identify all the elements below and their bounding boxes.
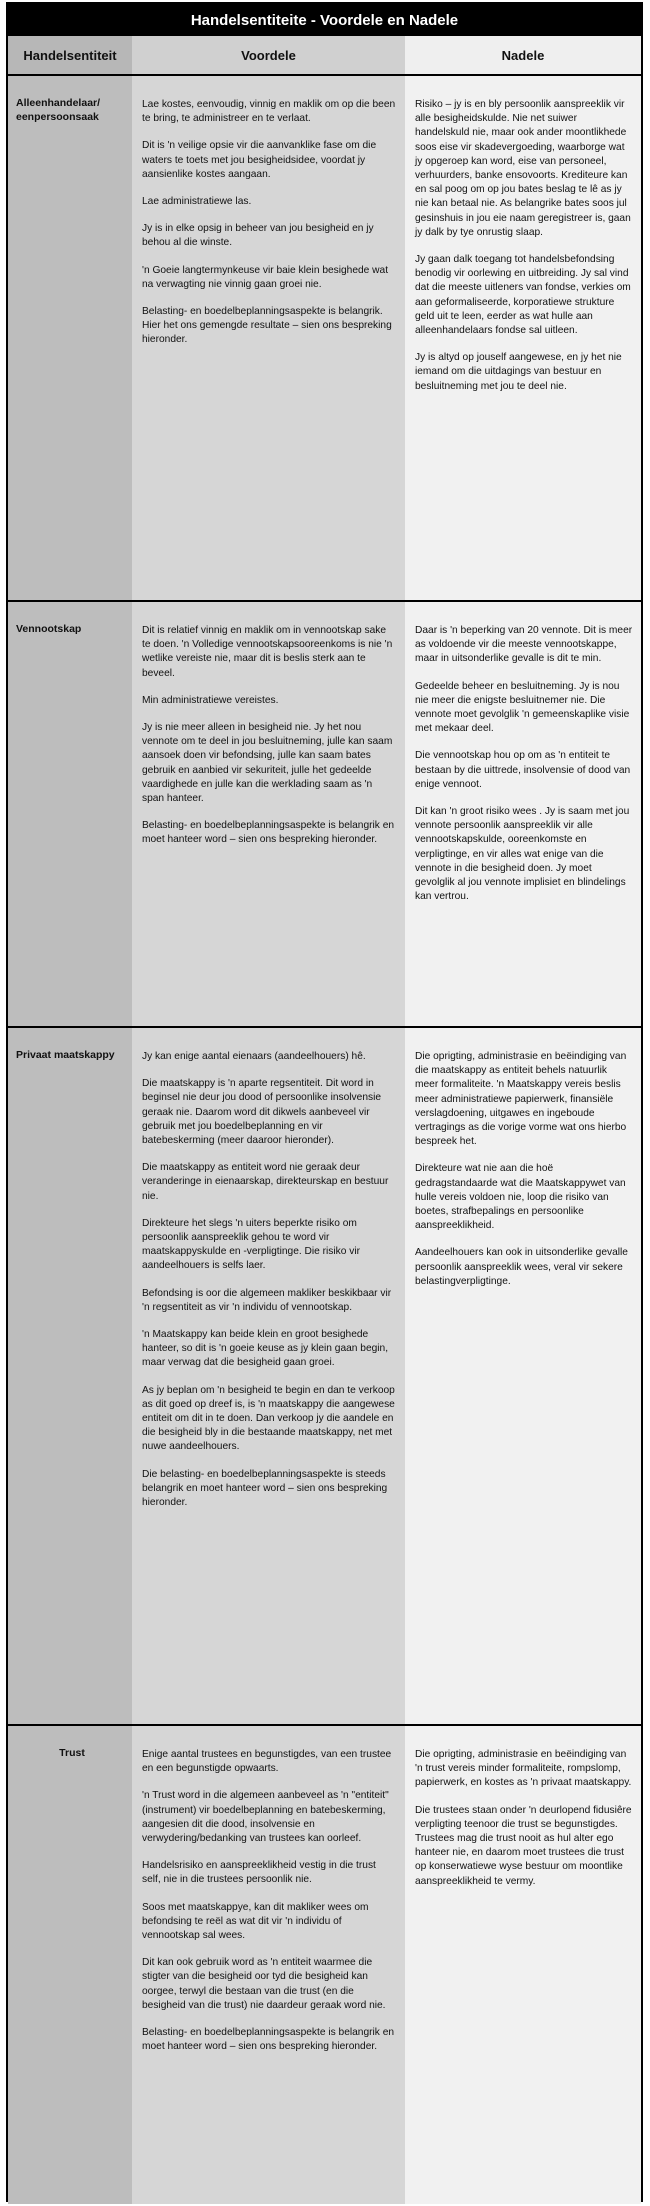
pros-cell <box>132 602 405 1026</box>
cons-cell <box>405 1028 641 1724</box>
pros-item: Soos met maatskappye, kan dit makliker wees om befondsing te reël as wat dit vir 'n individu of vennootskap sal wees. <box>142 1901 369 1942</box>
pros-item: Die maatskappy is 'n aparte regsentiteit. Dit word in beginsel nie deur jou dood of persoonlike insolvensie geraak nie. Daarom word dit dikwels aanbeveel vir gebruik met jou boedelbeplanning en vir batebeskerming (meer daaroor hieronder). <box>142 1078 382 1147</box>
entity-name: Trust <box>8 1726 132 2204</box>
cons-cell <box>405 76 641 600</box>
pros-item: Min administratiewe vereistes. <box>142 694 279 706</box>
pros-item: 'n Maatskappy kan beide klein en groot besighede hanteer, so dit is 'n goeie keuse as jy klein gaan begin, maar verwag dat die besigheid gaan groei. <box>142 1329 389 1369</box>
cons-cell <box>405 1726 641 2204</box>
table-row-private-company <box>8 1028 641 1726</box>
pros-item: Die maatskappy as entiteit word nie geraak deur veranderinge in eienaarskap, direkteurskap en bestuur nie. <box>142 1162 389 1202</box>
header-pros: Voordele <box>132 36 405 74</box>
pros-item: Belasting- en boedelbeplanningsaspekte is belangrik. Hier het ons gemengde resultate – sien ons bespreking hieronder. <box>142 306 392 346</box>
cons-item: Jy gaan dalk toegang tot handelsbefondsing benodig vir oorlewing en uitbreiding. Jy sal vind dat die meeste uitleners van fondse, verkies om aan geformaliseerde, korporatiewe strukture geld uit te leen, eerder as wat hulle aan alleenhandelaars fondse sal uitleen. <box>415 254 631 337</box>
cons-item: Jy is altyd op jouself aangewese, en jy het nie iemand om die uitdagings van bestuur en besluitneming met jou te deel nie. <box>415 352 622 392</box>
pros-item: Dit is 'n veilige opsie vir die aanvanklike fase om die waters te toets met jou besigheidsidee, voordat jy aansienlike kostes aangaan. <box>142 140 377 180</box>
table-title: Handelsentiteite - Voordele en Nadele <box>8 4 641 36</box>
pros-item: Handelsrisiko en aanspreeklikheid vestig in die trust self, nie in die trustees persoonlik nie. <box>142 1860 376 1886</box>
cons-item: Risiko – jy is en bly persoonlik aanspreeklik vir alle besigheidskulde. Nie net suiwer handelskuld nie, maar ook ander moontlikhede soos eise vir skadevergoeding, waarborge wat jy opgeroep kan word, eise van personeel, verhuurders, banke ensovoorts. Krediteure kan en sal poog om op jou bates beslag te lê as jy nie kan betaal nie. As belangrike bates soos jul gesinshuis in jou eie naam geregistreer is, gaan jy dalk by tye onrustig slaap. <box>415 99 631 238</box>
pros-item: Belasting- en boedelbeplanningsaspekte is belangrik en moet hanteer word – sien ons bespreking hieronder. <box>142 820 395 846</box>
cons-item: Dit kan 'n groot risiko wees . Jy is saam met jou vennote persoonlik aanspreeklik vir alle vennootskapskulde, ooreenkomste en verpligtinge, en vir alles wat enige van die vennote in die besigheid doen. Jy moet gevolglik al jou vennote implisiet en blindelings kan vertrou. <box>415 806 630 903</box>
header-cons: Nadele <box>405 36 641 74</box>
cons-item: Die oprigting, administrasie en beëindiging van die maatskappy as entiteit behels natuurlik meer formaliteite. 'n Maatskappy vereis beslis meer administratiewe papierwerk, finansiële verslagdoening, uitgawes en ingeboude vertragings as die vorige vorme wat ons hierbo bespreek het. <box>415 1051 627 1148</box>
pros-item: Enige aantal trustees en begunstigdes, van een trustee en een begunstigde opwaarts. <box>142 1749 392 1775</box>
pros-item: Direkteure het slegs 'n uiters beperkte risiko om persoonlik aanspreeklik gehou te word vir maatskappyskulde en -verpligtinge. Die risiko vir aandeelhouers is selfs laer. <box>142 1217 360 1272</box>
pros-cell <box>132 1028 405 1724</box>
pros-item: Dit is relatief vinnig en maklik om in vennootskap sake te doen. 'n Volledige vennootskapsooreenkoms is nie 'n wetlike vereiste nie, maar dit is beslis sterk aan te beveel. <box>142 625 393 679</box>
pros-item: Jy is nie meer alleen in besigheid nie. Jy het nou vennote om te deel in jou besluitneming, julle kan saam aansoek doen vir befondsing, julle kan saam bates gebruik en aanbied vir sekuriteit, julle het gedeelde vaardighede en julle kan die werklading saam as 'n span hanteer. <box>142 722 393 805</box>
cons-item: Die trustees staan onder 'n deurlopend fidusiêre verpligting teenoor die trust se begunstigdes. Trustees mag die trust nooit as hul alter ego hanteer nie, en daarom moet trustees die trust op konserwatiewe wyse bestuur om moontlike aanspreeklikheid te vermy. <box>415 1804 632 1887</box>
pros-item: Jy kan enige aantal eienaars (aandeelhouers) hê. <box>142 1051 366 1062</box>
pros-item: As jy beplan om 'n besigheid te begin en dan te verkoop as dit goed op dreef is, is 'n maatskappy die aangewese entiteit om dit in te doen. Dan verkoop jy die aandele en die besigheid bly in die bestaande maatskappy, net met nuwe aandeelhouers. <box>142 1384 395 1453</box>
entity-name: Alleenhandelaar/ eenpersoonsaak <box>8 76 132 600</box>
cons-item: Direkteure wat nie aan die hoë gedragstandaarde wat die Maatskappywet van hulle vereis voldoen nie, loop die risiko van boetes, strafbepalings en persoonlike aanspreeklikheid. <box>415 1163 626 1232</box>
pros-item: Jy is in elke opsig in beheer van jou besigheid en jy behou al die winste. <box>142 223 374 249</box>
pros-item: 'n Goeie langtermynkeuse vir baie klein besighede wat na verwagting nie vinnig gaan groei nie. <box>142 264 389 290</box>
pros-item: Dit kan ook gebruik word as 'n entiteit waarmee die stigter van die besigheid oor tyd die besigheid kan oorgee, terwyl die bestaan van die trust (en die besigheid van die trust) nie daardeur geraak word nie. <box>142 1957 386 2011</box>
table-row-trust <box>8 1726 641 2204</box>
table-header-row <box>8 36 641 76</box>
pros-item: Lae kostes, eenvoudig, vinnig en maklik om op die been te bring, te administreer en te verlaat. <box>142 99 396 125</box>
pros-cell <box>132 76 405 600</box>
cons-item: Die vennootskap hou op om as 'n entiteit te bestaan by die uittrede, insolvensie of dood van enige vennoot. <box>415 750 631 790</box>
entity-name: Privaat maatskappy <box>8 1028 132 1724</box>
pros-item: Lae administratiewe las. <box>142 196 252 208</box>
pros-item: Die belasting- en boedelbeplanningsaspekte is steeds belangrik en moet hanteer word – sien ons bespreking hieronder. <box>142 1468 388 1509</box>
table-row-partnership <box>8 602 641 1028</box>
pros-item: Belasting- en boedelbeplanningsaspekte is belangrik en moet hanteer word – sien ons bespreking hieronder. <box>142 2027 395 2053</box>
cons-item: Gedeelde beheer en besluitneming. Jy is nou nie meer die enigste besluitnemer nie. Die vennote moet gevolglik 'n gemeenskaplike visie met mekaar deel. <box>415 680 630 735</box>
pros-cell <box>132 1726 405 2204</box>
cons-item: Aandeelhouers kan ook in uitsonderlike gevalle persoonlik aanspreeklik wees, veral vir sekere belastingverpligtinge. <box>415 1247 628 1287</box>
cons-item: Die oprigting, administrasie en beëindiging van 'n trust vereis minder formaliteite, rompslomp, papierwerk, en kostes as 'n privaat maatskappy. <box>415 1749 632 1789</box>
table-row-sole-proprietor <box>8 76 641 602</box>
pros-item: Befondsing is oor die algemeen makliker beskikbaar vir 'n regsentiteit as vir 'n individu of vennootskap. <box>142 1287 392 1313</box>
cons-item: Daar is 'n beperking van 20 vennote. Dit is meer as voldoende vir die meeste vennootskappe, maar in uitsonderlike gevalle is dit te min. <box>415 625 633 665</box>
header-entity: Handelsentiteit <box>8 36 132 74</box>
cons-cell <box>405 602 641 1026</box>
entity-name: Vennootskap <box>8 602 132 1026</box>
pros-item: 'n Trust word in die algemeen aanbeveel as 'n "entiteit" (instrument) vir boedelbeplanning en batebeskerming, aangesien dit die dood, insolvensie en verwydering/bedanking van trustees kan oorleef. <box>142 1790 389 1845</box>
entities-table <box>6 2 643 2202</box>
